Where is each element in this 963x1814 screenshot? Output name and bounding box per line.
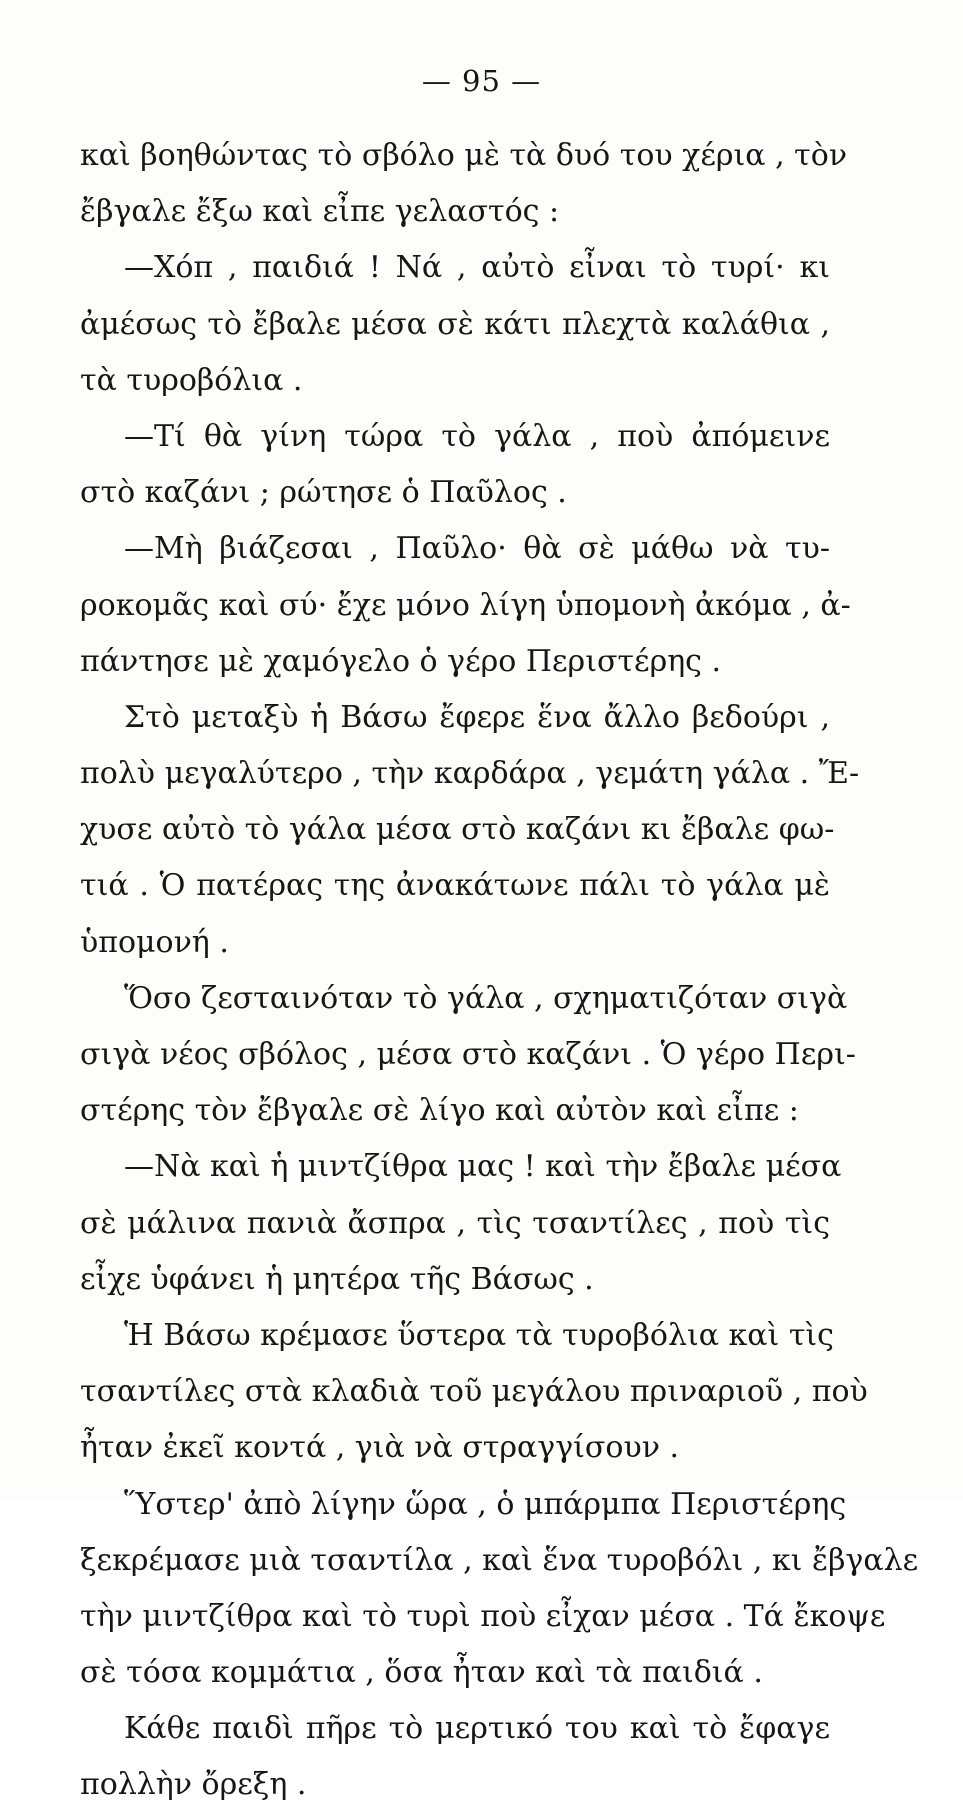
text-line: —Χόπ , παιδιά ! Νά , αὐτὸ εἶναι τὸ τυρί· κι [124, 250, 830, 286]
text-line: πολλὴν ὄρεξη . [80, 1767, 307, 1803]
text-line: σιγὰ νέος σβόλος , μέσα στὸ καζάνι . Ὁ γέρο Περι- [80, 1037, 856, 1072]
text-line: —Μὴ βιάζεσαι , Παῦλο· θὰ σὲ μάθω νὰ τυ- [124, 531, 830, 567]
text-line: Στὸ μεταξὺ ἡ Βάσω ἔφερε ἕνα ἄλλο βεδούρι , [124, 699, 830, 735]
text-line: ροκομᾶς καὶ σύ· ἔχε μόνο λίγη ὑπομονὴ ἀκόμα , ἀ- [80, 587, 851, 623]
text-line: καὶ βοηθώντας τὸ σβόλο μὲ τὰ δυό του χέρια , τὸν [80, 138, 848, 173]
page-number: — 95 — [421, 64, 542, 98]
text-line: Κάθε παιδὶ πῆρε τὸ μερτικό του καὶ τὸ ἔφαγε [124, 1711, 830, 1747]
text-line: εἶχε ὑφάνει ἡ μητέρα τῆς Βάσως . [80, 1261, 594, 1297]
text-line: χυσε αὐτὸ τὸ γάλα μέσα στὸ καζάνι κι ἔβαλε φω- [80, 812, 835, 848]
text-line: ἦταν ἐκεῖ κοντά , γιὰ νὰ στραγγίσουν . [80, 1430, 680, 1466]
text-line: σὲ μάλινα πανιὰ ἄσπρα , τὶς τσαντίλες , ποὺ τὶς [80, 1205, 830, 1241]
text-line: ἔβγαλε ἔξω καὶ εἶπε γελαστός : [80, 194, 560, 230]
text-line: σὲ τόσα κομμάτια , ὅσα ἦταν καὶ τὰ παιδιά . [80, 1655, 763, 1691]
text-line: Ὕστερ' ἀπὸ λίγην ὥρα , ὁ μπάρμπα Περιστέρης [124, 1486, 847, 1522]
text-line: τὴν μιντζίθρα καὶ τὸ τυρὶ ποὺ εἶχαν μέσα . Τά ἔκοψε [80, 1598, 886, 1634]
text-line: τιά . Ὁ πατέρας της ἀνακάτωνε πάλι τὸ γάλα μὲ [80, 868, 830, 904]
text-line: ξεκρέμασε μιὰ τσαντίλα , καὶ ἕνα τυροβόλι , κι ἔβγαλε [80, 1542, 919, 1578]
text-line: πάντησε μὲ χαμόγελο ὁ γέρο Περιστέρης . [80, 643, 722, 679]
text-line: πολὺ μεγαλύτερο , τὴν καρδάρα , γεμάτη γάλα . Ἔ- [80, 756, 860, 792]
body-text [80, 128, 919, 1814]
text-line: —Νὰ καὶ ἡ μιντζίθρα μας ! καὶ τὴν ἔβαλε μέσα [124, 1149, 842, 1185]
text-line: Ἡ Βάσω κρέμασε ὕστερα τὰ τυροβόλια καὶ τὶς [124, 1317, 834, 1353]
text-line: Ὅσο ζεσταινόταν τὸ γάλα , σχηματιζόταν σιγὰ [124, 980, 848, 1016]
text-line: στέρης τὸν ἔβγαλε σὲ λίγο καὶ αὐτὸν καὶ εἶπε : [80, 1093, 799, 1129]
text-line: τσαντίλες στὰ κλαδιὰ τοῦ μεγάλου πριναριοῦ , ποὺ [80, 1374, 868, 1410]
text-line: ἀμέσως τὸ ἔβαλε μέσα σὲ κάτι πλεχτὰ καλάθια , [80, 306, 830, 342]
text-line: ὑπομονή . [80, 924, 229, 960]
text-line: —Τί θὰ γίνη τώρα τὸ γάλα , ποὺ ἀπόμεινε [124, 418, 830, 454]
text-line: τὰ τυροβόλια . [80, 362, 303, 398]
text-line: στὸ καζάνι ; ρώτησε ὁ Παῦλος . [80, 475, 567, 511]
